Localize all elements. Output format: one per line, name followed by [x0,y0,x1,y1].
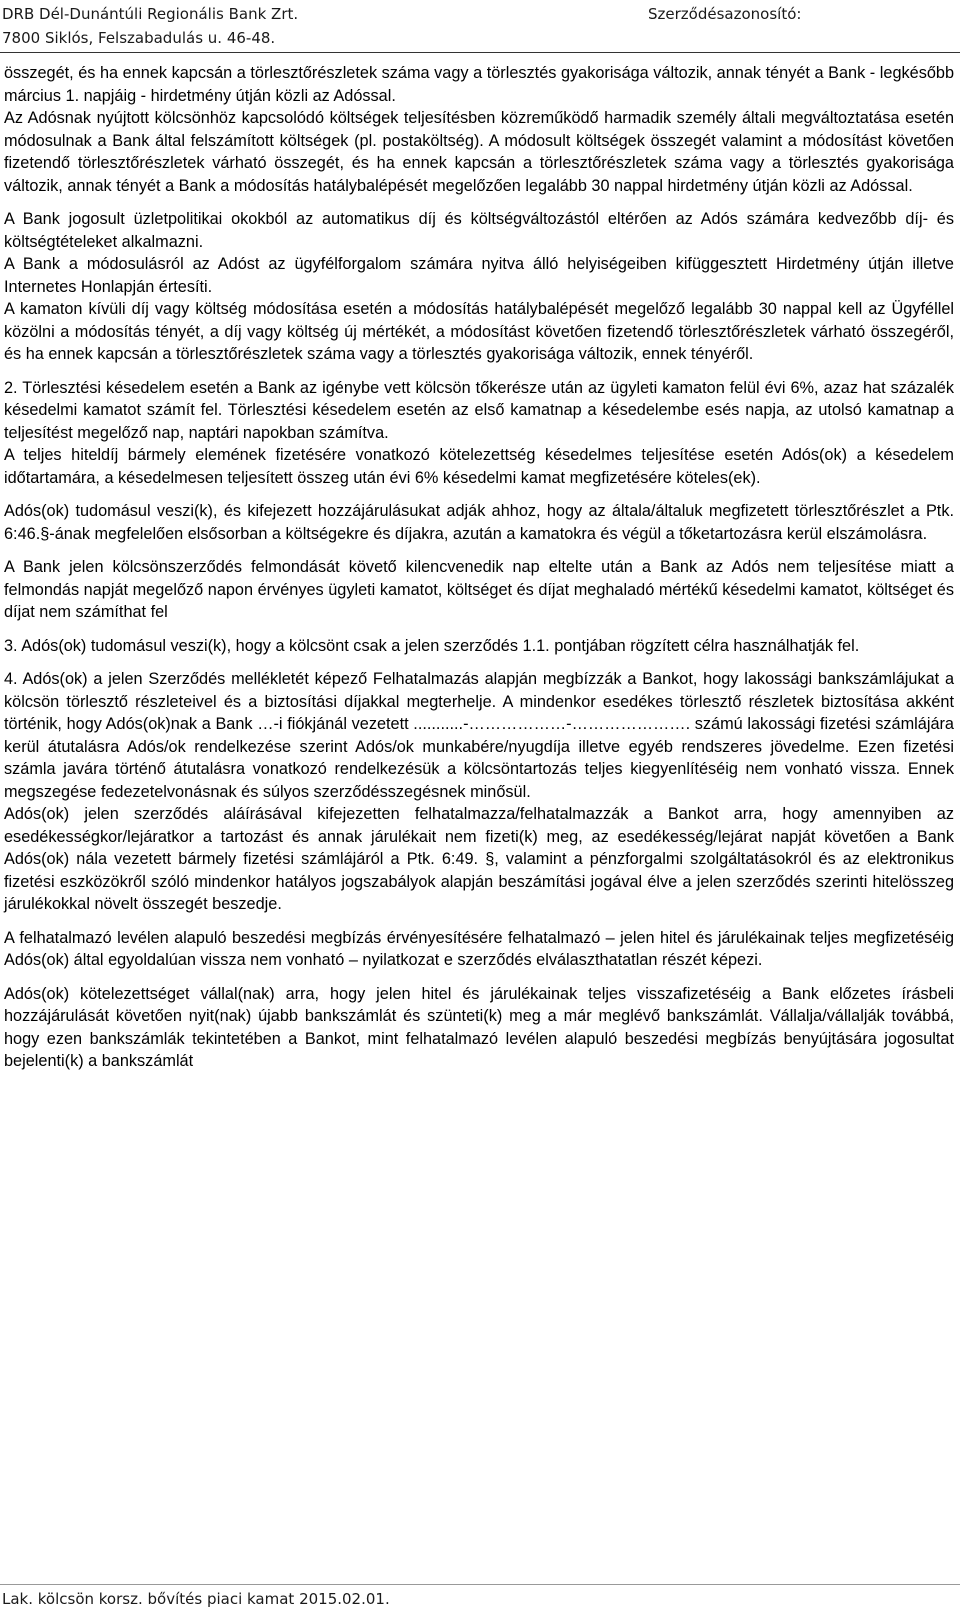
bank-info [2,2,298,50]
page-header [0,0,960,56]
paragraph-notice-continuation: összegét, és ha ennek kapcsán a törlesztőrészletek száma vagy a törlesztés gyakorisága változik, annak tényét a Bank - legkésőbb március 1. napjáig - hirdetmény útján közli az Adóssal. [4,64,954,105]
paragraph-section-4-authorization: 4. Adós(ok) a jelen Szerződés mellékletét képező Felhatalmazás alapján megbízzák a Bankot, hogy lakossági bankszámlájukat a kölcsön törlesztő részleteivel és a biztosítási díjakkal megterhelje. A mindenkor esedékes törlesztő részletek biztosítása akként történik, hogy Adós(ok)nak a Bank …-i fiókjánál vezetett ...........-………………-…………………. számú lakossági fizetési számlájára kerül átutalásra Adós/ok rendelkezése szerint Adós/ok munkabére/nyugdíja illetve egyéb rendszeres jövedelme. Ezen fizetési számla javára történő átutalásra vonatkozó rendelkezésük a kölcsöntartozás teljes kiegyenlítéséig nem vonható vissza. Ennek megszegése fedezetelvonásnak és súlyos szerződésszegésnek minősül. [4,670,954,801]
paragraph-offset-right: Adós(ok) jelen szerződés aláírásával kifejezetten felhatalmazza/felhatalmazzák a Bankot arra, hogy amennyiben az esedékességkor/lejáratkor a tartozást és annak járulékait nem fizeti(k) meg, az esedékesség/lejárat napját követően a Bank Adós(ok) nála vezetett bármely fizetési számlájáról a Ptk. 6:49. §, valamint a pénzforgalmi szolgáltatásokról és az elektronikus fizetési eszközökről szóló mindenkor hatályos jogszabályok alapján beszámítási jogával élve a jelen szerződés szerinti hitelösszeg járulékokkal növelt összegét beszedje. [4,805,954,913]
paragraph-payment-allocation: Adós(ok) tudomásul veszi(k), és kifejezett hozzájárulásukat adják ahhoz, hogy az általa/általuk megfizetett törlesztőrészlet a Ptk. 6:46.§-ának megfelelően elsősorban a költségekre és díjakra, azután a kamatokra és végül a tőketartozásra kerül elszámolásra. [4,502,954,543]
paragraph-fee-modification: A kamaton kívüli díj vagy költség módosítása esetén a módosítás hatálybalépését megelőző legalább 30 nappal kell az Ügyféllel közölni a módosítás tényét, a díj vagy költség új mértékét, a módosítást követően fizetendő törlesztőrészletek várható összegéről, és ha ennek kapcsán a törlesztőrészletek száma vagy a törlesztés gyakorisága változik, ennek tényéről. [4,300,954,363]
header-divider [0,52,960,53]
footer-divider [0,1584,960,1585]
paragraph-favourable-fees: A Bank jogosult üzletpolitikai okokból az automatikus díj és költségváltozástól eltérően az Adós számára kedvezőbb díj- és költségtételeket alkalmazni. [4,210,954,251]
paragraph-bank-account-obligation: Adós(ok) kötelezettséget vállal(nak) arra, hogy jelen hitel és járulékainak teljes visszafizetéséig a Bank előzetes írásbeli hozzájárulását követően nyit(nak) újabb bankszámlát és szünteti(k) meg a már meglévő bankszámlát. Vállalja/vállalják továbbá, hogy ezen bankszámlák tekintetében a Bankot, mint felhatalmazó levélen alapuló beszedési megbízás benyújtására jogosultat bejelenti(k) a bankszámlát [4,984,954,1070]
paragraph-section-2-late-payment: 2. Törlesztési késedelem esetén a Bank az igénybe vett kölcsön tőkerésze után az ügyleti kamaton felül évi 6%, azaz hat százalék késedelmi kamatot számít fel. Törlesztési késedelem esetén az első kamatnap a késedelembe esés napja, az utolsó kamatnap a teljesítést megelőző nap, naptári napokban számítva. [4,378,954,442]
document-footer: Lak. kölcsön korsz. bővítés piaci kamat 2015.02.01. [2,1590,390,1608]
paragraph-notification-method: A Bank a módosulásról az Adóst az ügyfélforgalom számára nyitva álló helyiségeiben kifüggesztett Hirdetmény útján illetve Internetes Honlapján értesíti. [4,255,954,296]
document-body [4,62,954,1073]
bank-address: 7800 Siklós, Felszabadulás u. 46-48. [2,29,276,47]
paragraph-section-3-purpose: 3. Adós(ok) tudomásul veszi(k), hogy a kölcsönt csak a jelen szerződés 1.1. pontjában rögzített célra használhatják fel. [4,636,860,655]
contract-id-label: Szerződésazonosító: [648,5,802,23]
paragraph-termination-limit: A Bank jelen kölcsönszerződés felmondását követő kilencvenedik nap eltelte után a Bank az Adós nem teljesítése miatt a felmondás napját megelőző napon érvényes ügyleti kamatot, költséget és díjat meghaladó mértékű késedelmi kamatot, költséget és díjat nem számíthat fel [4,558,954,621]
bank-name: DRB Dél-Dunántúli Regionális Bank Zrt. [2,5,299,23]
paragraph-direct-debit-statement: A felhatalmazó levélen alapuló beszedési megbízás érvényesítésére felhatalmazó – jelen hitel és járulékainak teljes megfizetéséig Adós(ok) által egyoldalúan vissza nem vonható – nyilatkozat e szerződés elválaszthatatlan részét képezi. [4,928,954,969]
paragraph-third-party-costs: Az Adósnak nyújtott kölcsönhöz kapcsolódó költségek teljesítésben közreműködő harmadik személy általi megváltoztatása esetén módosulnak a Bank által felszámított költségek (pl. postaköltség). A módosult költségek összegét valamint a módosítást követően fizetendő törlesztőrészletek várható összegét, és ha ennek kapcsán a törlesztőrészletek száma vagy a törlesztés gyakorisága változik, annak tényét a Bank a módosítás hatálybalépését megelőzően legalább 30 nappal hirdetmény útján közli az Adóssal. [4,109,954,195]
paragraph-late-payment-interest: A teljes hiteldíj bármely elemének fizetésére vonatkozó kötelezettség késedelmes teljesítése esetén Adós(ok) a késedelem időtartamára, a késedelmesen teljesített összeg után évi 6% késedelmi kamat megfizetésére köteles(ek). [4,446,954,487]
